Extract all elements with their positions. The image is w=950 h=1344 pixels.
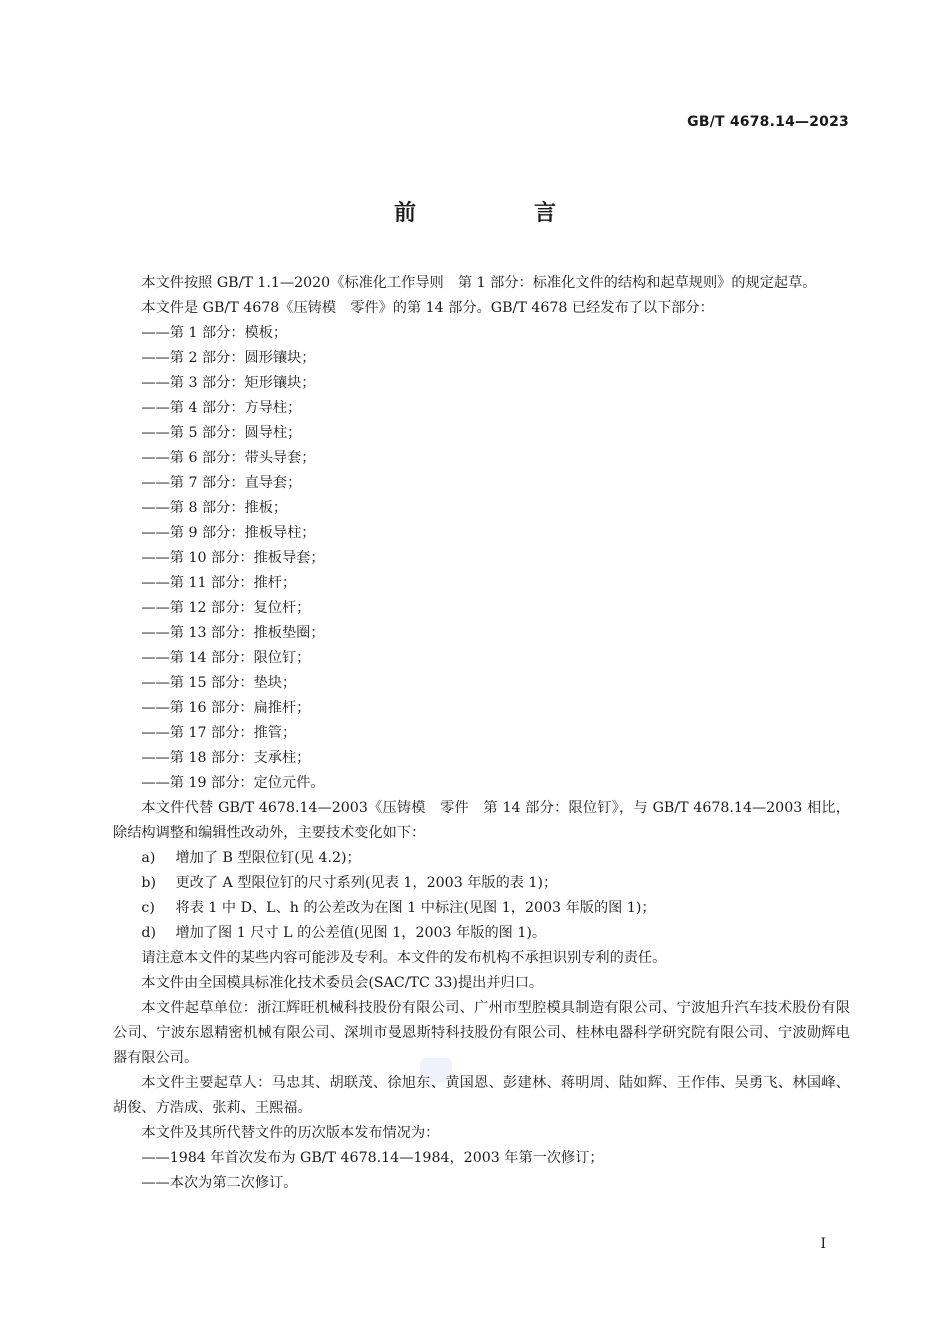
drafters-paragraph: 本文件主要起草人：马忠其、胡联茂、徐旭东、黄国恩、彭建林、蒋明周、陆如辉、王作伟、吴勇飞、林国峰、胡俊、方浩成、张莉、王熙福。 [113,1075,850,1116]
part-item: ——第 17 部分：推管； [141,725,297,741]
part-item: ——第 2 部分：圆形镶块； [141,350,316,366]
proposer-paragraph: 本文件由全国模具标准化技术委员会(SAC/TC 33)提出并归口。 [141,975,544,991]
intro-paragraph: 本文件按照 GB/T 1.1—2020《标准化工作导则 第 1 部分：标准化文件的结构和起草规则》的规定起草。 [141,275,817,291]
part-item: ——第 10 部分：推板导套； [141,550,325,566]
part-item: ——第 13 部分：推板垫圈； [141,625,325,641]
part-item: ——第 5 部分：圆导柱； [141,425,302,441]
change-label: c) [141,900,155,916]
page-title: 前 言 [393,201,604,226]
drafting-units-paragraph: 本文件起草单位：浙江辉旺机械科技股份有限公司、广州市型腔模具制造有限公司、宁波旭升汽车技术股份有限公司、宁波东恩精密机械有限公司、深圳市曼恩斯特科技股份有限公司、桂林电器科学研究院有限公司、宁波勋辉电器有限公司。 [113,1000,850,1066]
change-text: 增加了 B 型限位钉(见 4.2)； [175,850,361,866]
change-label: d) [141,925,157,941]
part-item: ——第 7 部分：直导套； [141,475,302,491]
change-text: 增加了图 1 尺寸 L 的公差值(见图 1，2003 年版的图 1)。 [175,925,547,941]
part-item: ——第 1 部分：模板； [141,325,288,341]
intro-paragraph: 本文件是 GB/T 4678《压铸模 零件》的第 14 部分。GB/T 4678 已经发布了以下部分： [141,300,714,316]
change-label: a) [141,850,156,866]
history-item: ——1984 年首次发布为 GB/T 4678.14—1984，2003 年第一次修订； [141,1150,604,1166]
part-item: ——第 19 部分：定位元件。 [141,775,325,791]
part-item: ——第 11 部分：推杆； [141,575,297,591]
change-label: b) [141,875,157,891]
part-item: ——第 9 部分：推板导柱； [141,525,316,541]
part-item: ——第 15 部分：垫块； [141,675,297,691]
change-item [113,846,850,871]
part-item: ——第 4 部分：方导柱； [141,400,302,416]
change-item [113,921,850,946]
changes-list [113,846,850,946]
page-number: I [820,1236,826,1252]
part-item: ——第 16 部分：扁推杆； [141,700,311,716]
change-item [113,871,850,896]
change-text: 将表 1 中 D、L、h 的公差改为在图 1 中标注(见图 1，2003 年版的图 1)； [175,900,656,916]
part-item: ——第 6 部分：带头导套； [141,450,316,466]
history-intro: 本文件及其所代替文件的历次版本发布情况为： [141,1125,440,1141]
parts-list [113,321,850,796]
part-item: ——第 18 部分：支承柱； [141,750,311,766]
part-item: ——第 12 部分：复位杆； [141,600,311,616]
patent-notice: 请注意本文件的某些内容可能涉及专利。本文件的发布机构不承担识别专利的责任。 [141,950,667,966]
foreword-body [113,271,850,1196]
part-item: ——第 14 部分：限位钉； [141,650,311,666]
replacement-paragraph: 本文件代替 GB/T 4678.14—2003《压铸模 零件 第 14 部分：限位钉》，与 GB/T 4678.14—2003 相比，除结构调整和编辑性改动外，主要技术变化如下： [113,800,850,841]
change-text: 更改了 A 型限位钉的尺寸系列(见表 1，2003 年版的表 1)； [175,875,558,891]
history-item: ——本次为第二次修订。 [141,1175,298,1191]
part-item: ——第 3 部分：矩形镶块； [141,375,316,391]
change-item [113,896,850,921]
watermark-logo [420,1058,452,1082]
standard-code: GB/T 4678.14—2023 [687,114,849,130]
part-item: ——第 8 部分：推板； [141,500,288,516]
